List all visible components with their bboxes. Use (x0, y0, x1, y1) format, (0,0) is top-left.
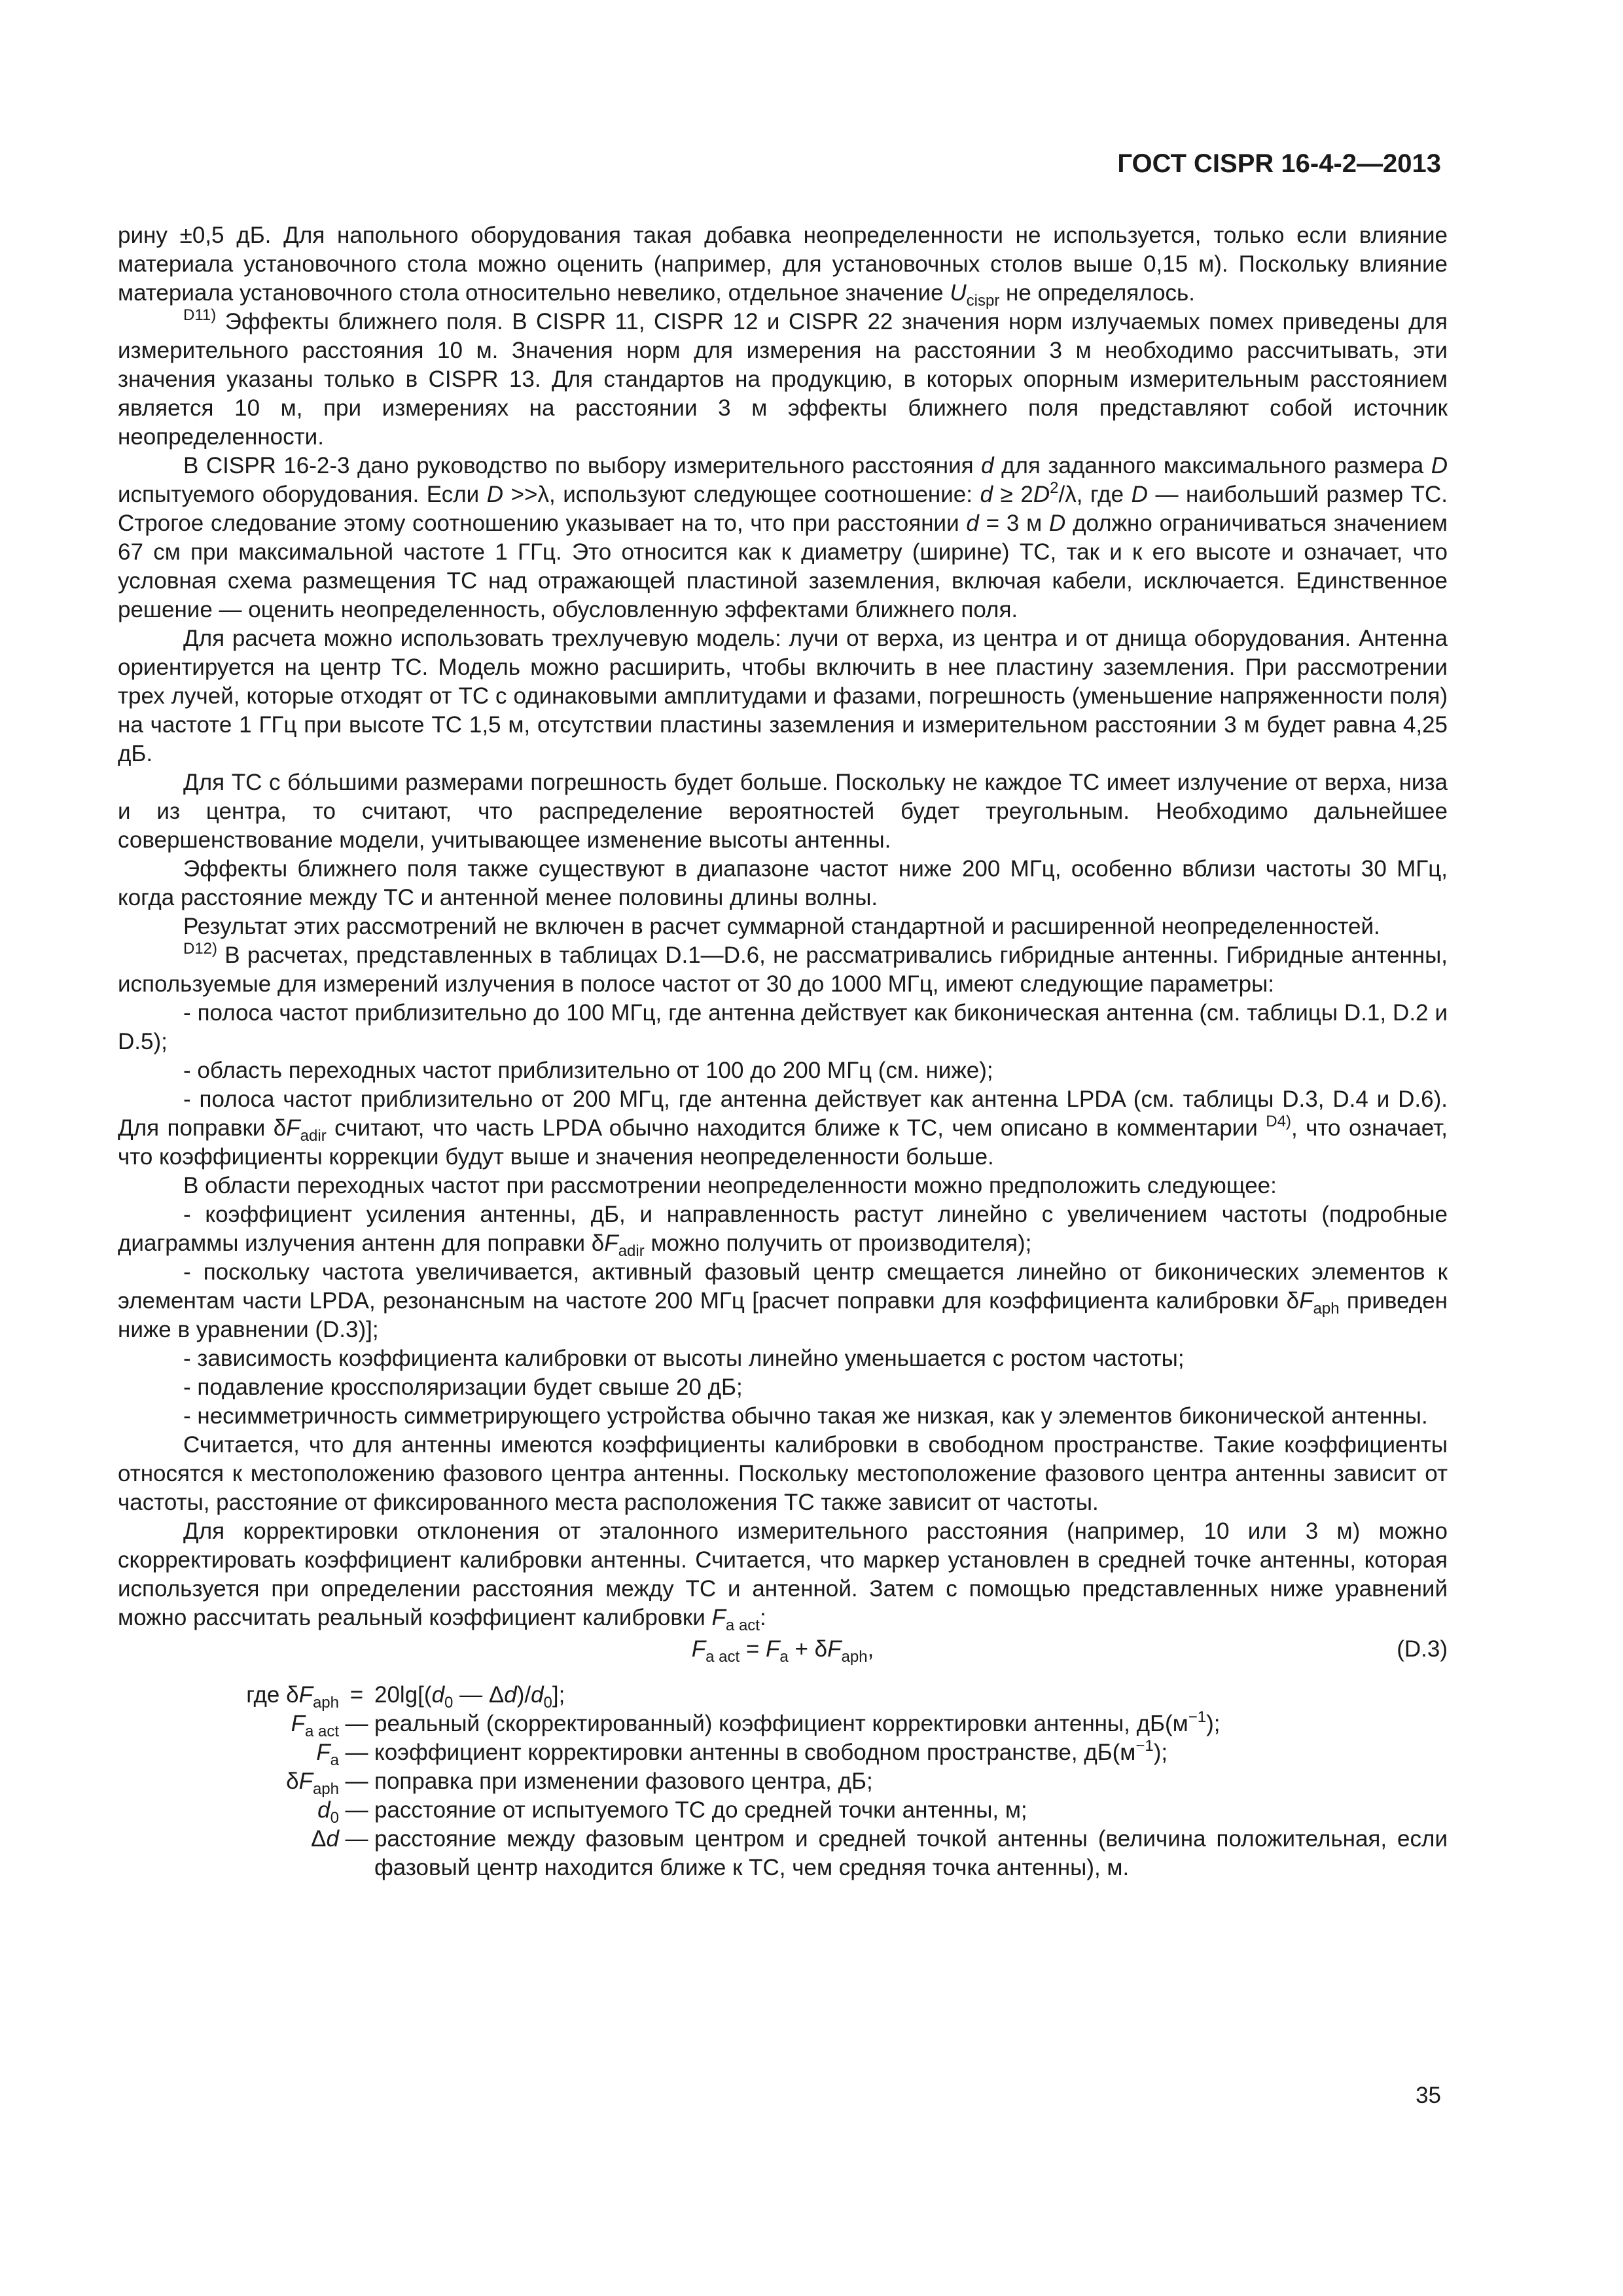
paragraph-transition-region: В области переходных частот при рассмотрении неопределенности можно предположить следующее: (183, 1173, 1277, 1198)
where-row: $d_0$ — расстояние от испытуемого ТС до средней точки антенны, м; (317, 1797, 1027, 1827)
paragraph-note-d12: $^{D12)}$ В расчетах, представленных в таблицах D.1—D.6, не рассматривались гибридные антенны. Гибридные антенны, используемые для измерений излучения в полосе частот от 30 до 1000 МГц, имеют следующие параметры: (118, 940, 1448, 997)
paragraph-free-space-factors: Считается, что для антенны имеются коэффициенты калибровки в свободном пространстве. Такие коэффициенты относятся к местоположению фазового центра антенны. Поскольку местоположение фазового центра антенны зависит от частоты, расстояние от фиксированного места расположения ТС также зависит от частоты. (118, 1432, 1448, 1515)
paragraph-near-field-low: Эффекты ближнего поля также существуют в диапазоне частот ниже 200 МГц, особенно вблизи частоты 30 МГц, когда расстояние между ТС и антенной менее половины длины волны. (118, 856, 1448, 910)
list-item: - полоса частот приблизительно до 100 МГц, где антенна действует как биконическая антенна (см. таблицы D.1, D.2 и D.5); (118, 1000, 1448, 1054)
where-row: Δd — расстояние между фазовым центром и средней точкой антенны (величина положительная, если фазовый центр находится ближе к ТС, чем средняя точка антенны), м. (311, 1826, 1448, 1880)
where-row: $F_a$ — коэффициент корректировки антенны в свободном пространстве, $дБ(м^{-1})$; (316, 1737, 1168, 1769)
equation-d3 (118, 1635, 1448, 1669)
list-item: - область переходных частот приблизительно от 100 до 200 МГц (см. ниже); (183, 1058, 993, 1083)
footnote-ref-d12: D12) (183, 940, 218, 958)
paragraph-note-d11: $^{D11)}$ Эффекты ближнего поля. В CISPR 11, CISPR 12 и CISPR 22 значения норм излучаемых помех приведены для измерительного расстояния 10 м. Значения норм для измерения на расстоянии 3 м необходимо рассчитывать, эти значения указаны только в CISPR 13. Для стандартов на продукцию, в которых опорным измерительным расстоянием является 10 м, при измерениях на расстоянии 3 м эффекты ближнего поля представляют собой источник неопределенности. (118, 306, 1448, 450)
paragraph-three-ray-model: Для расчета можно использовать трехлучевую модель: лучи от верха, из центра и от днища оборудования. Антенна ориентируется на центр ТС. Модель можно расширить, чтобы включить в нее пластину заземления. При рассмотрении трех лучей, которые отходят от ТС с одинаковыми амплитудами и фазами, погрешность (уменьшение напряженности поля) на частоте 1 ГГц при высоте ТС 1,5 м, отсутствии пластины заземления и измерительном расстоянии 3 м будет равна 4,25 дБ. (118, 626, 1448, 766)
list-item: - зависимость коэффициента калибровки от высоты линейно уменьшается с ростом частоты; (183, 1346, 1185, 1371)
paragraph-1: рину ±0,5 дБ. Для напольного оборудования такая добавка неопределенности не используется, только если влияние материала установочного стола можно оценить (например, для установочных столов выше 0,15 м). Поскольку влияние материала установочного стола относительно невелико, отдельное значение $U_{cispr}$ не определялось. (118, 223, 1448, 310)
list-item: - поскольку частота увеличивается, активный фазовый центр смещается линейно от биконических элементов к элементам части LPDA, резонансным на частоте 200 МГц [расчет поправки для коэффициента калибровки $\delta F_{aph}$ приведен ниже в уравнении (D.3)]; (118, 1259, 1448, 1342)
document-header: ГОСТ CISPR 16-4-2—2013 (1117, 149, 1441, 178)
where-row: $F_{a act}$ — реальный (скорректированный) коэффициент корректировки антенны, $дБ(м^{-1})$; (291, 1708, 1221, 1740)
page-number: 35 (1416, 2083, 1441, 2108)
equation-formula: $F_{a act} = F_a + \delta F_{aph}$, (691, 1636, 874, 1666)
list-item: - коэффициент усиления антенны, дБ, и направленность растут линейно с увеличением частоты (подробные диаграммы излучения антенн для поправки $\delta F_{adir}$ можно получить от производителя); (118, 1202, 1448, 1260)
document-body (118, 221, 1448, 1882)
list-item: - несимметричность симметрирующего устройства обычно такая же низкая, как у элементов биконической антенны. (183, 1403, 1428, 1429)
paragraph-larger-eut: Для ТС с бо́льшими размерами погрешность будет больше. Поскольку не каждое ТС имеет излучение от верха, низа и из центра, то считают, что распределение вероятностей будет треугольным. Необходимо дальнейшее совершенствование модели, учитывающее изменение высоты антенны. (118, 770, 1448, 853)
footnote-ref-d11: D11) (183, 306, 217, 324)
paragraph-correction: Для корректировки отклонения от эталонного измерительного расстояния (например, 10 или 3 м) можно скорректировать коэффициент калибровки антенны. Считается, что маркер установлен в средней точке антенны, которая используется при определении расстояния между ТС и антенной. Затем с помощью представленных ниже уравнений можно рассчитать реальный коэффициент калибровки $F_{a act}$: (118, 1518, 1448, 1634)
paragraph-distance-guidance: В CISPR 16-2-3 дано руководство по выбору измерительного расстояния d для заданного максимального размера D испытуемого оборудования. Если D >>λ, используют следующее соотношение: $d \ge 2D^2/\lambda$, где D — наибольший размер ТС. Строгое следование этому соотношению указывает на то, что при расстоянии d = 3 м D должно ограничиваться значением 67 см при максимальной частоте 1 ГГц. Это относится как к диаметру (ширине) ТС, так и к его высоте и означает, что условная схема размещения ТС над отражающей пластиной заземления, включая кабели, исключается. Единственное решение — оценить неопределенность, обусловленную эффектами ближнего поля. (118, 453, 1448, 622)
list-item: - полоса частот приблизительно от 200 МГц, где антенна действует как антенна LPDA (см. таблицы D.3, D.4 и D.6). Для поправки $\delta F_{adir}$ считают, что часть LPDA обычно находится ближе к ТС, чем описано в комментарии $^{D4)}$, что означает, что коэффициенты коррекции будут выше и значения неопределенности больше. (118, 1086, 1448, 1170)
where-row: $\delta F_{aph}$ — поправка при изменении фазового центра, дБ; (286, 1768, 873, 1798)
list-item: - подавление кроссполяризации будет свыше 20 дБ; (183, 1374, 743, 1400)
equation-number: (D.3) (1397, 1636, 1448, 1662)
where-row: где $\delta F_{aph}$ = $20\lg[(d_0$ — $\Delta d)/d_0$]; (246, 1682, 565, 1712)
where-block (118, 1681, 1448, 1882)
paragraph-result-excluded: Результат этих рассмотрений не включен в расчет суммарной стандартной и расширенной неопределенностей. (183, 914, 1380, 939)
